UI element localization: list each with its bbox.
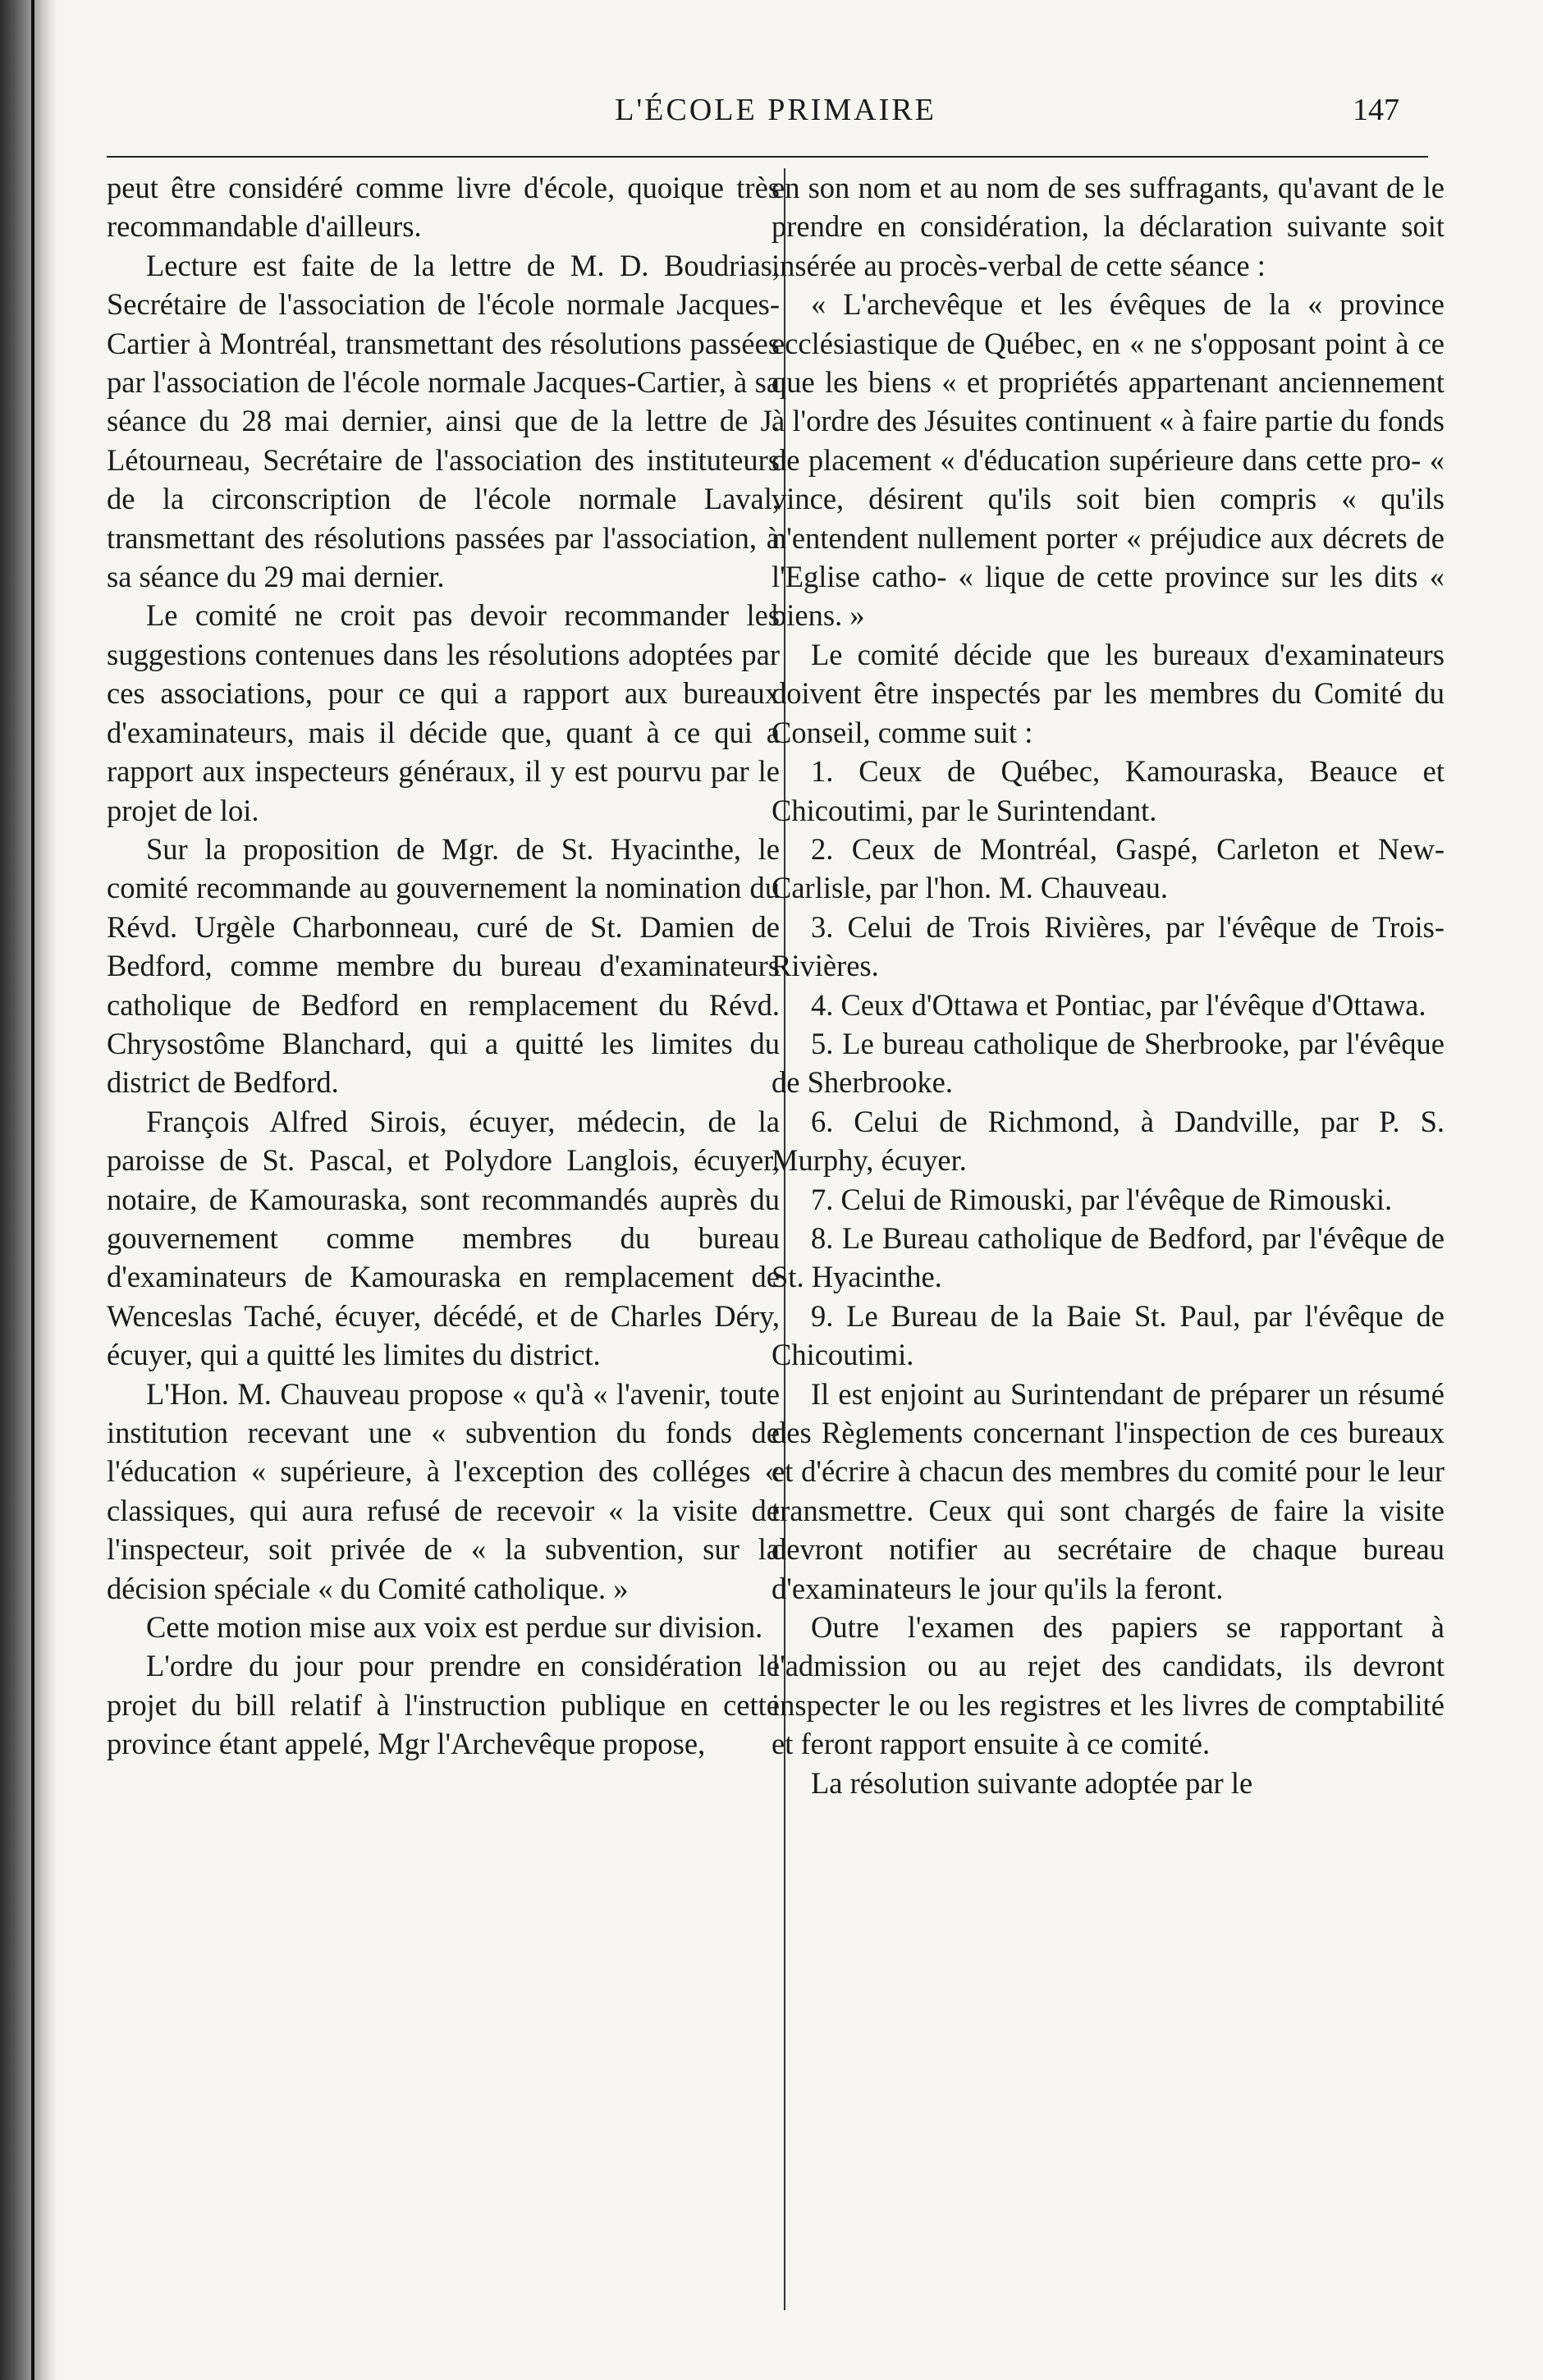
paragraph: La résolution suivante adoptée par le xyxy=(811,1765,1253,1800)
paragraph: Il est enjoint au Surintendant de préparer un résumé des Règlements concernant l'inspection de ces bureaux et d'écrire à chacun des membres du comité pour le leur transmettre. Ceux qui sont chargés de faire la visite devront notifier au secrétaire de chaque bureau d'examinateurs le jour qu'ils la feront. xyxy=(772,1376,1445,1605)
list-item: 8. Le Bureau catholique de Bedford, par l'évêque de St. Hyacinthe. xyxy=(772,1220,1445,1294)
paragraph: Le comité décide que les bureaux d'examinateurs doivent être inspectés par les membres du Comité du Conseil, comme suit : xyxy=(772,637,1445,749)
list-item: 6. Celui de Richmond, à Dandville, par P. S. Murphy, écuyer. xyxy=(772,1104,1445,1178)
list-item: 2. Ceux de Montréal, Gaspé, Carleton et New-Carlisle, par l'hon. M. Chauveau. xyxy=(772,831,1445,905)
paragraph: L'ordre du jour pour prendre en considération le projet du bill relatif à l'instruction publique en cette province étant appelé, Mgr l'Archevêque propose, xyxy=(107,1649,780,1761)
list-item: 7. Celui de Rimouski, par l'évêque de Rimouski. xyxy=(811,1182,1393,1216)
paragraph: Cette motion mise aux voix est perdue sur division. xyxy=(146,1610,763,1645)
list-item: 9. Le Bureau de la Baie St. Paul, par l'évêque de Chicoutimi. xyxy=(772,1298,1445,1372)
list-item: 1. Ceux de Québec, Kamouraska, Beauce et Chicoutimi, par le Surintendant. xyxy=(772,754,1445,827)
left-column xyxy=(107,168,780,1764)
page-header xyxy=(107,92,1445,149)
paragraph: L'Hon. M. Chauveau propose « qu'à « l'avenir, toute institution recevant une « subvention du fonds de l'éducation « supérieure, à l'exception des colléges « classiques, qui aura refusé de recevoir « la visite de l'inspecteur, soit privée de « la subvention, sur la décision spéciale « du Comité catholique. » xyxy=(107,1376,780,1605)
list-item: 5. Le bureau catholique de Sherbrooke, par l'évêque de Sherbrooke. xyxy=(772,1026,1445,1100)
running-title: L'ÉCOLE PRIMAIRE xyxy=(615,93,936,127)
list-item: 4. Ceux d'Ottawa et Pontiac, par l'évêque d'Ottawa. xyxy=(811,987,1426,1022)
paragraph: François Alfred Sirois, écuyer, médecin, de la paroisse de St. Pascal, et Polydore Langlois, écuyer, notaire, de Kamouraska, sont recommandés auprès du gouvernement comme membres du bureau d'examinateurs de Kamouraska en remplacement de Wenceslas Taché, écuyer, décédé, et de Charles Déry, écuyer, qui a quitté les limites du district. xyxy=(107,1104,780,1372)
paragraph: Le comité ne croit pas devoir recommander les suggestions contenues dans les résolutions adoptées par ces associations, pour ce qui a rapport aux bureaux d'examinateurs, mais il décide que, quant à ce qui a rapport aux inspecteurs généraux, il y est pourvu par le projet de loi. xyxy=(107,598,780,827)
book-spine-shadow xyxy=(0,0,57,2380)
paragraph: Lecture est faite de la lettre de M. D. Boudrias, Secrétaire de l'association de l'école normale Jacques-Cartier à Montréal, transmettant des résolutions passées par l'association de l'école normale Jacques-Cartier, à sa séance du 28 mai dernier, ainsi que de la lettre de J. Létourneau, Secrétaire de l'association des instituteurs de la circonscription de l'école normale Laval, transmettant des résolutions passées par l'association, à sa séance du 29 mai dernier. xyxy=(107,248,780,594)
paragraph: Sur la proposition de Mgr. de St. Hyacinthe, le comité recommande au gouvernement la nomination du Révd. Urgèle Charbonneau, curé de St. Damien de Bedford, comme membre du bureau d'examinateurs catholique de Bedford en remplacement du Révd. Chrysostôme Blanchard, qui a quitté les limites du district de Bedford. xyxy=(107,831,780,1100)
paragraph: Outre l'examen des papiers se rapportant à l'admission ou au rejet des candidats, ils devront inspecter le ou les registres et les livres de comptabilité et feront rapport ensuite à ce comité. xyxy=(772,1610,1445,1761)
quoted-declaration: « L'archevêque et les évêques de la « province ecclésiastique de Québec, en « ne s'opposant point à ce que les biens « et propriétés appartenant anciennement à l'ordre des Jésuites continuent « à faire partie du fonds de placement « d'éducation supérieure dans cette pro- « vince, désirent qu'ils soit bien compris « qu'ils n'entendent nullement porter « préjudice aux décrets de l'Eglise catho- « lique de cette province sur les dits « biens. » xyxy=(772,287,1445,633)
right-column xyxy=(772,168,1445,1802)
binding-line xyxy=(31,0,34,2380)
paragraph: en son nom et au nom de ses suffragants, qu'avant de le prendre en considération, la déclaration suivante soit insérée au procès-verbal de cette séance : xyxy=(772,171,1445,282)
header-rule xyxy=(107,156,1428,158)
page-number: 147 xyxy=(1353,93,1399,127)
list-item: 3. Celui de Trois Rivières, par l'évêque de Trois-Rivières. xyxy=(772,909,1445,983)
paragraph: peut être considéré comme livre d'école, quoique très recommandable d'ailleurs. xyxy=(107,171,780,244)
